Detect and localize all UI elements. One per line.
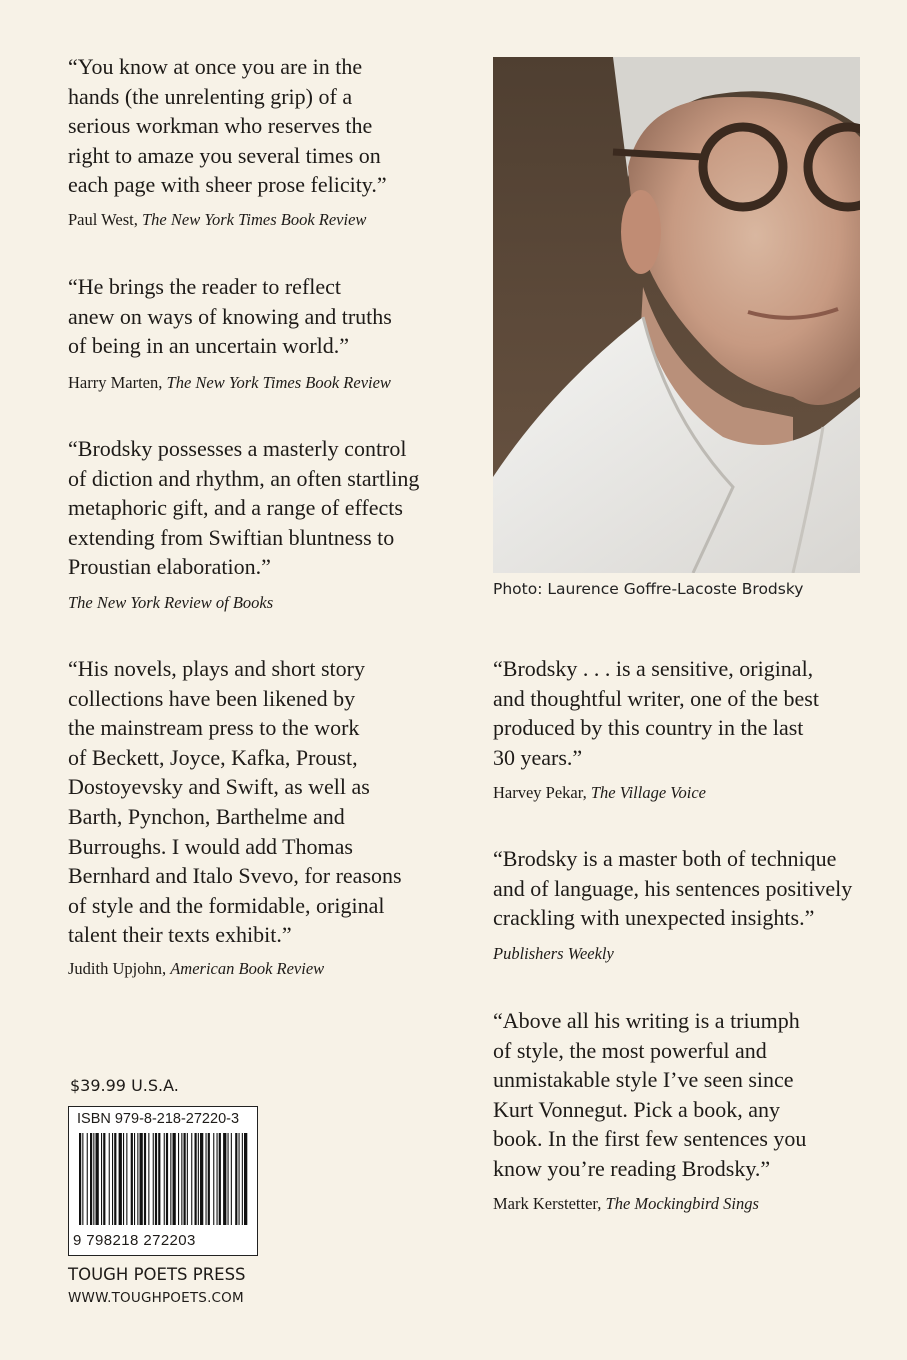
quote-3-attribution — [68, 593, 273, 613]
barcode-bar — [244, 1133, 247, 1225]
barcode-bar — [109, 1133, 110, 1225]
quote-7-source: The Mockingbird Sings — [605, 1194, 759, 1213]
barcode-bar — [155, 1133, 157, 1225]
barcode-bar — [96, 1133, 99, 1225]
quote-4-text: “His novels, plays and short story collections have been likened by the mainstream press to the work of Beckett, Joyce, Kafka, Proust, Dostoyevsky and Swift, as well as Barth, Pynchon, Barthelme and Burroughs. I would add Thomas Bernhard and Italo Svevo, for reasons of style and the formidable, original talent their texts exhibit.” — [68, 656, 402, 948]
barcode-bar — [93, 1133, 94, 1225]
barcode-bar — [181, 1133, 182, 1225]
barcode-bar — [213, 1133, 214, 1225]
barcode-bars — [77, 1133, 249, 1229]
quote-2-attribution — [68, 373, 391, 393]
barcode-bar — [242, 1133, 243, 1225]
barcode-bar — [134, 1133, 135, 1225]
quote-4-attribution — [68, 959, 324, 979]
author-photo — [493, 57, 860, 573]
isbn-barcode — [68, 1106, 258, 1256]
barcode-bar — [158, 1133, 160, 1225]
barcode-bar — [198, 1133, 199, 1225]
quote-2-text: “He brings the reader to reflect anew on ways of knowing and truths of being in an uncertain world.” — [68, 274, 392, 359]
price: $39.99 U.S.A. — [70, 1076, 179, 1095]
barcode-bar — [223, 1133, 226, 1225]
barcode-bar — [206, 1133, 207, 1225]
barcode-bar — [166, 1133, 168, 1225]
barcode-bar — [148, 1133, 149, 1225]
barcode-bar — [87, 1133, 88, 1225]
barcode-bar — [123, 1133, 124, 1225]
barcode-bar — [101, 1133, 102, 1225]
barcode-bar — [131, 1133, 133, 1225]
barcode-digits: 9 798218 272203 — [73, 1232, 196, 1249]
barcode-bar — [239, 1133, 240, 1225]
barcode-bar — [103, 1133, 105, 1225]
barcode-bar — [79, 1133, 81, 1225]
publisher-website[interactable]: WWW.TOUGHPOETS.COM — [68, 1290, 244, 1306]
quote-3-source: The New York Review of Books — [68, 593, 274, 612]
quote-6-attribution — [493, 944, 614, 964]
barcode-bar — [228, 1133, 229, 1225]
quote-6-text: “Brodsky is a master both of technique and of language, his sentences positively crackling with unexpected insights.” — [493, 846, 853, 931]
quote-1-source: The New York Times Book Review — [142, 210, 367, 229]
quote-5-author: Harvey Pekar, — [493, 783, 591, 802]
publisher-name: TOUGH POETS PRESS — [68, 1265, 246, 1284]
photo-caption: Photo: Laurence Goffre-Lacoste Brodsky — [493, 580, 804, 598]
quote-5-text: “Brodsky . . . is a sensitive, original, and thoughtful writer, one of the best produced by this country in the last 30 years.” — [493, 656, 819, 770]
barcode-bar — [112, 1133, 113, 1225]
barcode-bar — [126, 1133, 127, 1225]
barcode-bar — [219, 1133, 221, 1225]
isbn-number: ISBN 979-8-218-27220-3 — [77, 1111, 240, 1127]
barcode-bar — [153, 1133, 154, 1225]
barcode-bar — [173, 1133, 176, 1225]
quote-7-attribution — [493, 1194, 759, 1214]
quote-2-author: Harry Marten, — [68, 373, 167, 392]
quote-6-source: Publishers Weekly — [493, 944, 614, 963]
barcode-bar — [184, 1133, 186, 1225]
barcode-bar — [164, 1133, 165, 1225]
barcode-bar — [208, 1133, 210, 1225]
barcode-bar — [140, 1133, 143, 1225]
quote-1-author: Paul West, — [68, 210, 142, 229]
barcode-bar — [178, 1133, 179, 1225]
barcode-bar — [200, 1133, 203, 1225]
barcode-bar — [195, 1133, 197, 1225]
quote-2-source: The New York Times Book Review — [166, 373, 391, 392]
barcode-bar — [144, 1133, 146, 1225]
quote-1-text: “You know at once you are in the hands (the unrelenting grip) of a serious workman who reserves the right to amaze you several times on each page with sheer prose felicity.” — [68, 54, 387, 198]
barcode-bar — [137, 1133, 138, 1225]
quote-5-attribution — [493, 783, 706, 803]
barcode-bar — [114, 1133, 116, 1225]
quote-7-text: “Above all his writing is a triumph of style, the most powerful and unmistakable style I’ve seen since Kurt Vonnegut. Pick a book, any book. In the first few sentences you know you’re reading Brodsky.” — [493, 1008, 807, 1181]
barcode-bar — [235, 1133, 237, 1225]
barcode-bar — [119, 1133, 122, 1225]
barcode-bar — [191, 1133, 192, 1225]
quote-4-author: Judith Upjohn, — [68, 959, 171, 978]
quote-7-author: Mark Kerstetter, — [493, 1194, 606, 1213]
quote-3-text: “Brodsky possesses a masterly control of diction and rhythm, an often startling metaphoric gift, and a range of effects extending from Swiftian bluntness to Proustian elaboration.” — [68, 436, 420, 580]
author-portrait-image — [493, 57, 860, 573]
barcode-bar — [187, 1133, 188, 1225]
quote-5-source: The Village Voice — [590, 783, 707, 802]
barcode-bar — [82, 1133, 83, 1225]
barcode-bar — [90, 1133, 92, 1225]
quote-1-attribution — [68, 210, 366, 230]
barcode-bar — [231, 1133, 232, 1225]
quote-4-source: American Book Review — [170, 959, 325, 978]
barcode-bar — [217, 1133, 218, 1225]
barcode-bar — [170, 1133, 171, 1225]
